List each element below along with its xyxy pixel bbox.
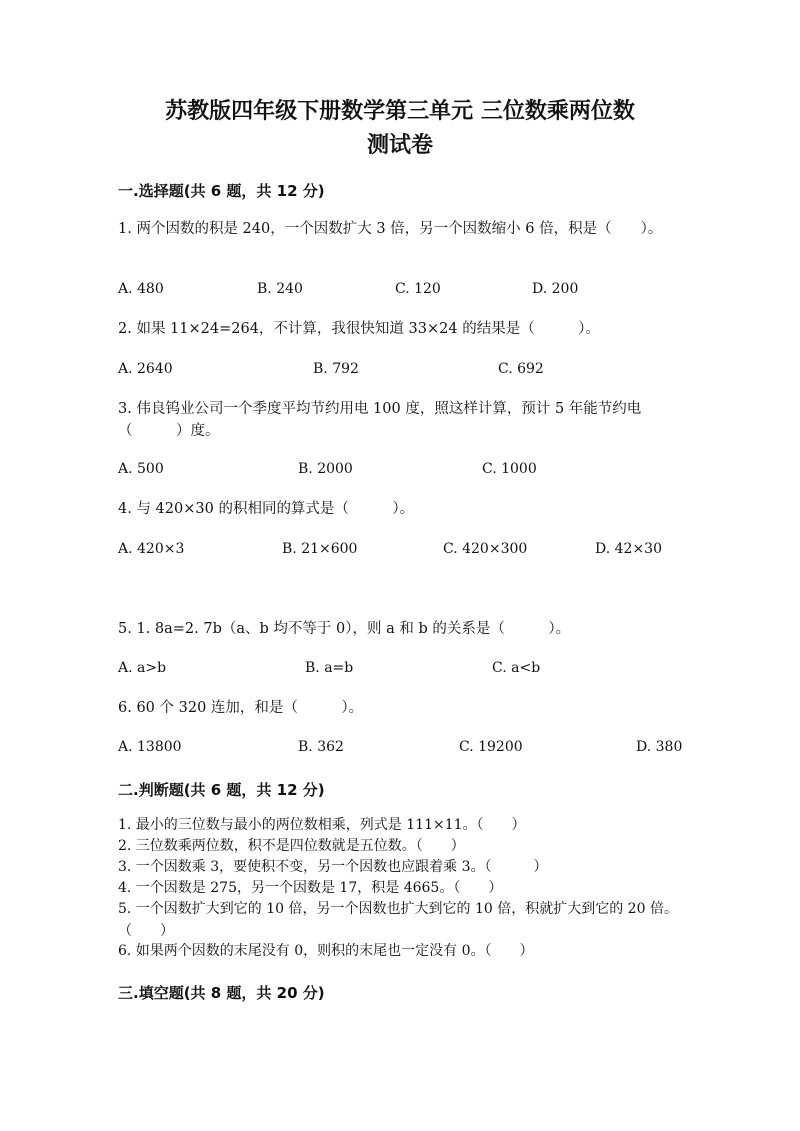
q4-option-b: B. 21×600 — [282, 541, 358, 557]
page-title: 苏教版四年级下册数学第三单元 三位数乘两位数 — [165, 99, 635, 124]
q3-option-a: A. 500 — [118, 461, 164, 477]
question-6-stem: 6. 60 个 320 连加，和是（ ）。 — [118, 700, 364, 716]
q6-option-b: B. 362 — [298, 739, 344, 755]
judge-question-4: 4. 一个因数是 275，另一个因数是 17，积是 4665。（ ） — [118, 880, 503, 896]
q2-option-b: B. 792 — [313, 361, 359, 377]
q5-option-c: C. a<b — [492, 660, 541, 676]
q1-option-c: C. 120 — [395, 281, 441, 297]
judge-question-1: 1. 最小的三位数与最小的两位数相乘，列式是 111×11。（ ） — [118, 817, 526, 833]
section-heading-fill: 三.填空题(共 8 题，共 20 分) — [118, 984, 325, 1002]
judge-question-5: 5. 一个因数扩大到它的 10 倍，另一个因数也扩大到它的 10 倍，积就扩大到它的 20 倍。（ ） — [118, 901, 678, 939]
q4-option-d: D. 42×30 — [595, 541, 662, 557]
q4-option-c: C. 420×300 — [443, 541, 528, 557]
question-2-stem: 2. 如果 11×24=264，不计算，我很快知道 33×24 的结果是（ ）。 — [118, 321, 600, 337]
q4-option-a: A. 420×3 — [118, 541, 185, 557]
question-3-stem: 3. 伟良钨业公司一个季度平均节约用电 100 度，照这样计算，预计 5 年能节约电（ ）度。 — [118, 401, 642, 439]
question-1-stem: 1. 两个因数的积是 240，一个因数扩大 3 倍，另一个因数缩小 6 倍，积是（ ）。 — [118, 221, 663, 237]
judge-question-6: 6. 如果两个因数的末尾没有 0，则积的末尾也一定没有 0。（ ） — [118, 943, 534, 959]
q6-option-c: C. 19200 — [459, 739, 523, 755]
q5-option-a: A. a>b — [118, 660, 167, 676]
q6-option-a: A. 13800 — [118, 739, 182, 755]
q1-option-b: B. 240 — [257, 281, 303, 297]
q2-option-c: C. 692 — [498, 361, 544, 377]
section-heading-judge: 二.判断题(共 6 题，共 12 分) — [118, 781, 325, 799]
q3-option-b: B. 2000 — [298, 461, 353, 477]
page-title-line2: 测试卷 — [366, 133, 433, 158]
q1-option-a: A. 480 — [118, 281, 164, 297]
section-heading-choice: 一.选择题(共 6 题，共 12 分) — [118, 182, 325, 200]
q5-option-b: B. a=b — [305, 660, 354, 676]
judge-question-2: 2. 三位数乘两位数，积不是四位数就是五位数。（ ） — [118, 838, 465, 854]
judge-question-3: 3. 一个因数乘 3，要使积不变，另一个因数也应跟着乘 3。（ ） — [118, 859, 548, 875]
question-5-stem: 5. 1. 8a=2. 7b（a、b 均不等于 0），则 a 和 b 的关系是（ ）。 — [118, 621, 571, 637]
q1-option-d: D. 200 — [532, 281, 579, 297]
q6-option-d: D. 380 — [636, 739, 683, 755]
q3-option-c: C. 1000 — [482, 461, 537, 477]
q2-option-a: A. 2640 — [118, 361, 173, 377]
question-4-stem: 4. 与 420×30 的积相同的算式是（ ）。 — [118, 501, 415, 517]
